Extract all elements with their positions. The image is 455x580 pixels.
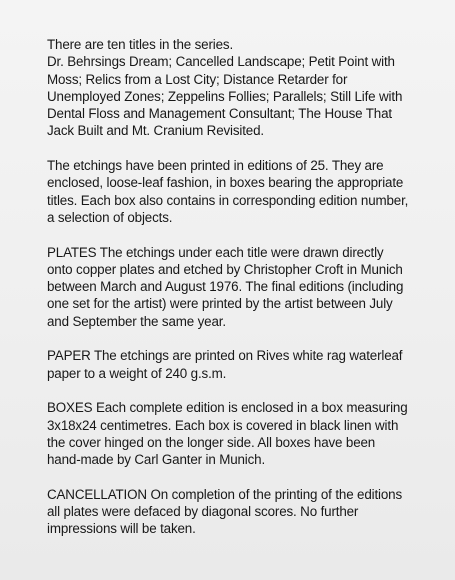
text-line: onto copper plates and etched by Christopher Croft in Munich <box>47 261 403 277</box>
text-line: hand-made by Carl Ganter in Munich. <box>47 452 266 468</box>
text-line: BOXES Each complete edition is enclosed in a box measuring <box>47 400 408 416</box>
text-line: CANCELLATION On completion of the printing of the editions <box>47 486 403 502</box>
text-line: enclosed, loose-leaf fashion, in boxes bearing the appropriate <box>47 175 404 191</box>
text-line: between March and August 1976. The final editions (including <box>47 279 404 295</box>
text-line: all plates were defaced by diagonal scores. No further <box>47 504 359 520</box>
text-line: and September the same year. <box>47 313 226 329</box>
text-line: a selection of objects. <box>47 209 173 225</box>
text-line: There are ten titles in the series. <box>47 37 234 52</box>
text-line: Dr. Behrsings Dream; Cancelled Landscape; Petit Point with <box>47 54 395 70</box>
paragraph-editions <box>47 157 442 226</box>
text-line: Unemployed Zones; Zeppelins Follies; Parallels; Still Life with <box>47 88 403 104</box>
text-line: impressions will be taken. <box>47 521 196 537</box>
paragraph-paper <box>47 347 442 382</box>
text-line: the cover hinged on the longer side. All boxes have been <box>47 434 376 450</box>
text-line: one set for the artist) were printed by the artist between July <box>47 296 393 312</box>
paragraph-plates <box>47 244 442 330</box>
colophon-text <box>47 36 442 555</box>
text-line: PAPER The etchings are printed on Rives white rag waterleaf <box>47 348 403 364</box>
paragraph-cancellation <box>47 486 442 538</box>
text-line: PLATES The etchings under each title were drawn directly <box>47 244 384 260</box>
text-line: Moss; Relics from a Lost City; Distance Retarder for <box>47 71 348 87</box>
paragraph-intro <box>47 36 442 140</box>
paragraph-boxes <box>47 399 442 468</box>
text-line: paper to a weight of 240 g.s.m. <box>47 365 227 381</box>
text-line: The etchings have been printed in editions of 25. They are <box>47 158 384 174</box>
text-line: titles. Each box also contains in corresponding edition number, <box>47 192 409 208</box>
text-line: Dental Floss and Management Consultant; The House That <box>47 106 392 122</box>
text-line: Jack Built and Mt. Cranium Revisited. <box>47 123 264 139</box>
text-line: 3x18x24 centimetres. Each box is covered in black linen with <box>47 417 399 433</box>
